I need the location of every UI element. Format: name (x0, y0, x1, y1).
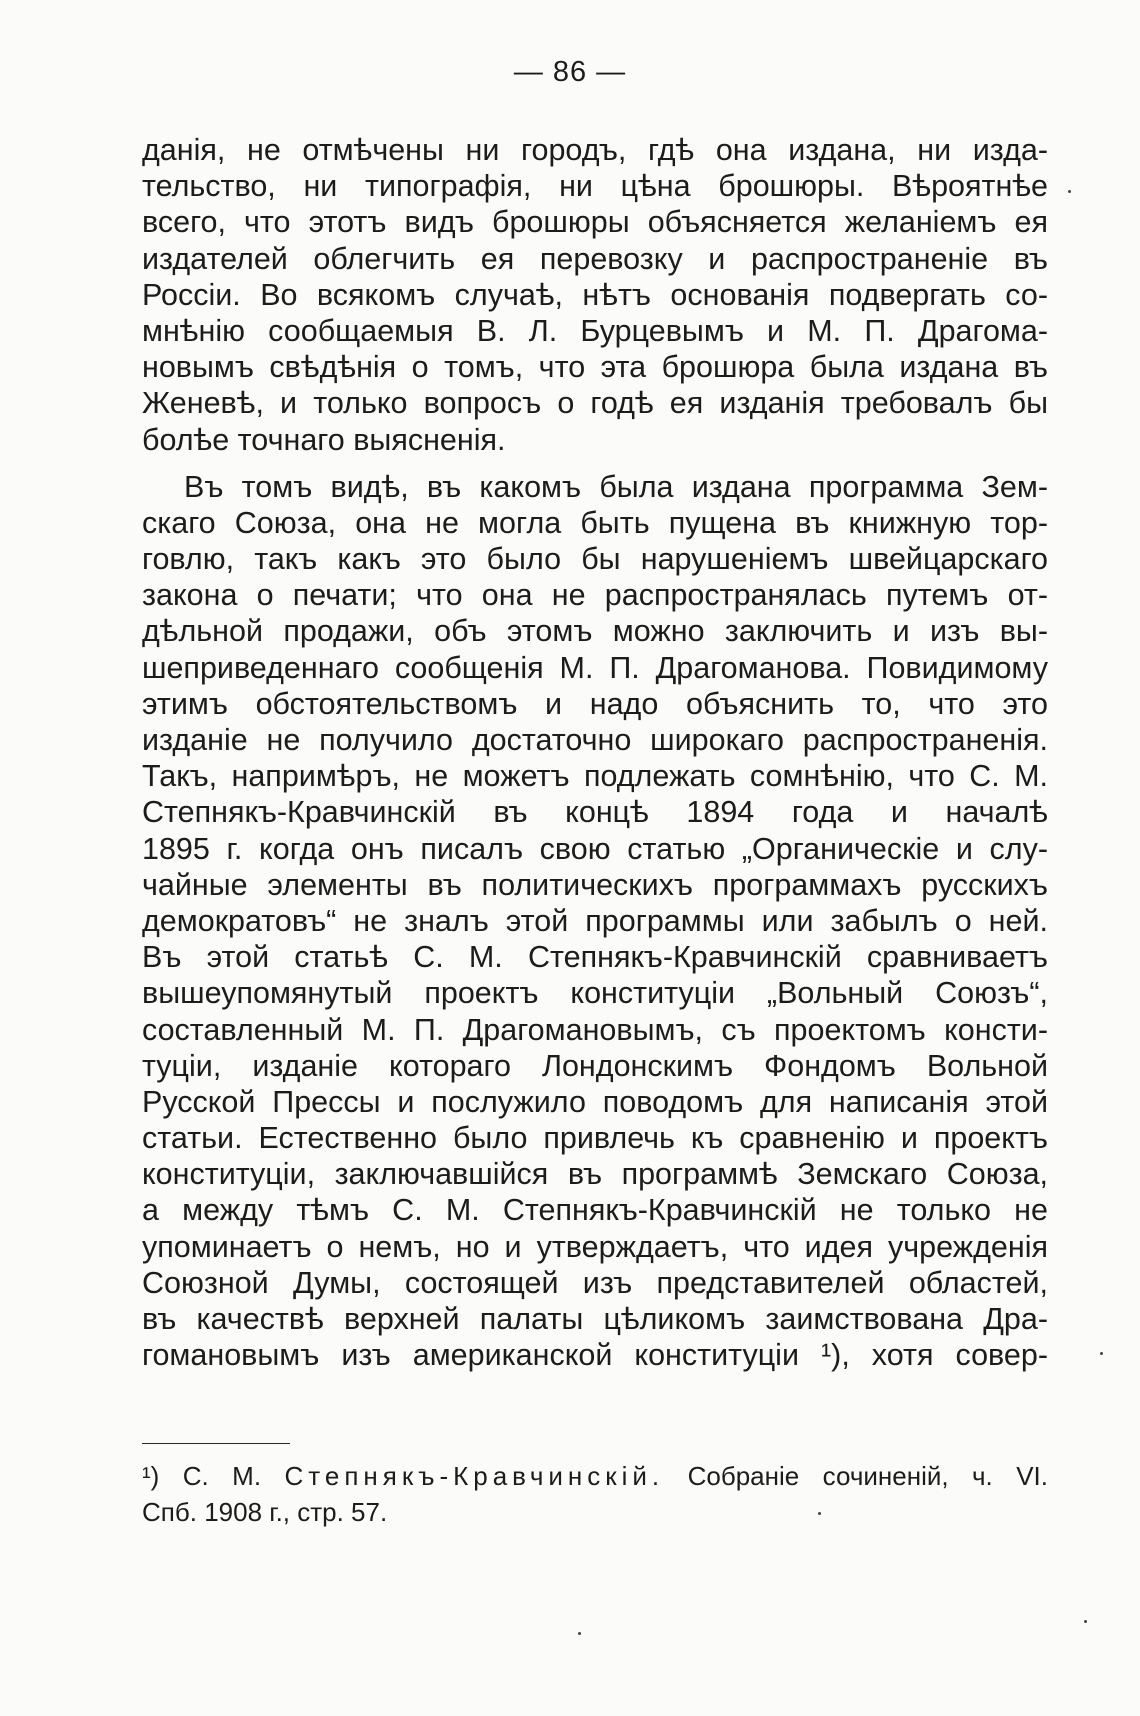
text-line: гомановымъ изъ американской конституціи ¹), хотя совер- (142, 1338, 1048, 1373)
text-line: Русской Прессы и послужило поводомъ для написанія этой (142, 1084, 1048, 1119)
text-line: демократовъ“ не зналъ этой программы или забылъ о ней. (142, 903, 1048, 938)
scan-speck (1068, 190, 1071, 193)
text-line: издателей облегчить ея перевозку и распространеніе въ (142, 241, 1048, 276)
text-line: Россіи. Во всякомъ случаѣ, нѣтъ основанія подвергать со- (142, 277, 1048, 312)
text-line: Такъ, напримѣръ, не можетъ подлежать сомнѣнію, что С. М. (142, 759, 1048, 794)
paragraph (142, 132, 1048, 458)
scan-speck (578, 1632, 581, 1635)
text-line: а между тѣмъ С. М. Степнякъ-Кравчинскій не только не (142, 1193, 1048, 1228)
text-line: всего, что этотъ видъ брошюры объясняется желаніемъ ея (142, 205, 1048, 240)
scan-speck (1084, 1620, 1087, 1623)
scan-speck (818, 1512, 821, 1515)
footnote-title: Собраніе сочиненій, ч. VI. (687, 1461, 1048, 1491)
footnote-line: Спб. 1908 г., стр. 57. (142, 1497, 388, 1527)
text-line: Степнякъ-Кравчинскій въ концѣ 1894 года и началѣ (142, 795, 1048, 830)
text-line: закона о печати; что она не распространялась путемъ от- (142, 578, 1048, 613)
footnote-divider (142, 1443, 290, 1444)
page-number: — 86 — (513, 56, 627, 88)
footnote-initials: С. М. (182, 1461, 262, 1491)
text-line: Въ томъ видѣ, въ какомъ была издана программа Зем- (184, 469, 1048, 504)
footnote (142, 1458, 1048, 1530)
text-line: 1895 г. когда онъ писалъ свою статью „Органическіе и слу- (142, 831, 1048, 866)
text-line: болѣе точнаго выясненія. (142, 422, 506, 457)
text-line: этимъ обстоятельствомъ и надо объяснить то, что это (142, 686, 1048, 721)
text-line: вышеупомянутый проектъ конституціи „Вольный Союзъ“, (142, 976, 1048, 1011)
text-line: тельство, ни типографія, ни цѣна брошюры. Вѣроятнѣе (142, 169, 1048, 204)
scan-speck (1100, 1352, 1103, 1355)
footnote-line (142, 1458, 1048, 1494)
text-line: дѣльной продажи, объ этомъ можно заключить и изъ вы- (142, 614, 1048, 649)
text-line: статьи. Естественно было привлечь къ сравненію и проектъ (142, 1121, 1048, 1156)
text-line: составленный М. П. Драгомановымъ, съ проектомъ консти- (142, 1012, 1048, 1047)
text-line: Женевѣ, и только вопросъ о годѣ ея изданія требовалъ бы (142, 386, 1048, 421)
text-line: шеприведеннаго сообщенія М. П. Драгоманова. Повидимому (142, 650, 1048, 685)
paragraph-gap (142, 458, 1048, 469)
paragraph (142, 469, 1048, 1374)
text-line: упоминаетъ о немъ, но и утверждаетъ, что идея учрежденія (142, 1229, 1048, 1264)
footnote-marker: ¹) (142, 1461, 160, 1491)
footnote-author: Степнякъ-Кравчинскій. (284, 1461, 665, 1491)
text-line: новымъ свѣдѣнія о томъ, что эта брошюра была издана въ (142, 350, 1048, 385)
text-line: данія, не отмѣчены ни городъ, гдѣ она издана, ни изда- (142, 133, 1048, 167)
text-line: скаго Союза, она не могла быть пущена въ книжную тор- (142, 505, 1048, 540)
text-line: мнѣнію сообщаемыя В. Л. Бурцевымъ и М. П. Драгома- (142, 313, 1048, 348)
text-line: чайные элементы въ политическихъ программахъ русскихъ (142, 867, 1048, 902)
main-text (142, 132, 1048, 1373)
text-line: Въ этой статьѣ С. М. Степнякъ-Кравчинскій сравниваетъ (142, 940, 1048, 975)
text-line: въ качествѣ верхней палаты цѣликомъ заимствована Дра- (142, 1302, 1048, 1336)
text-line: конституціи, заключавшійся въ программѣ Земскаго Союза, (142, 1157, 1048, 1192)
text-line: говлю, такъ какъ это было бы нарушеніемъ швейцарскаго (142, 542, 1048, 577)
text-line: Союзной Думы, состоящей изъ представителей областей, (142, 1265, 1048, 1300)
text-line: туціи, изданіе котораго Лондонскимъ Фондомъ Вольной (142, 1048, 1048, 1083)
text-line: изданіе не получило достаточно широкаго распространенія. (142, 723, 1048, 757)
